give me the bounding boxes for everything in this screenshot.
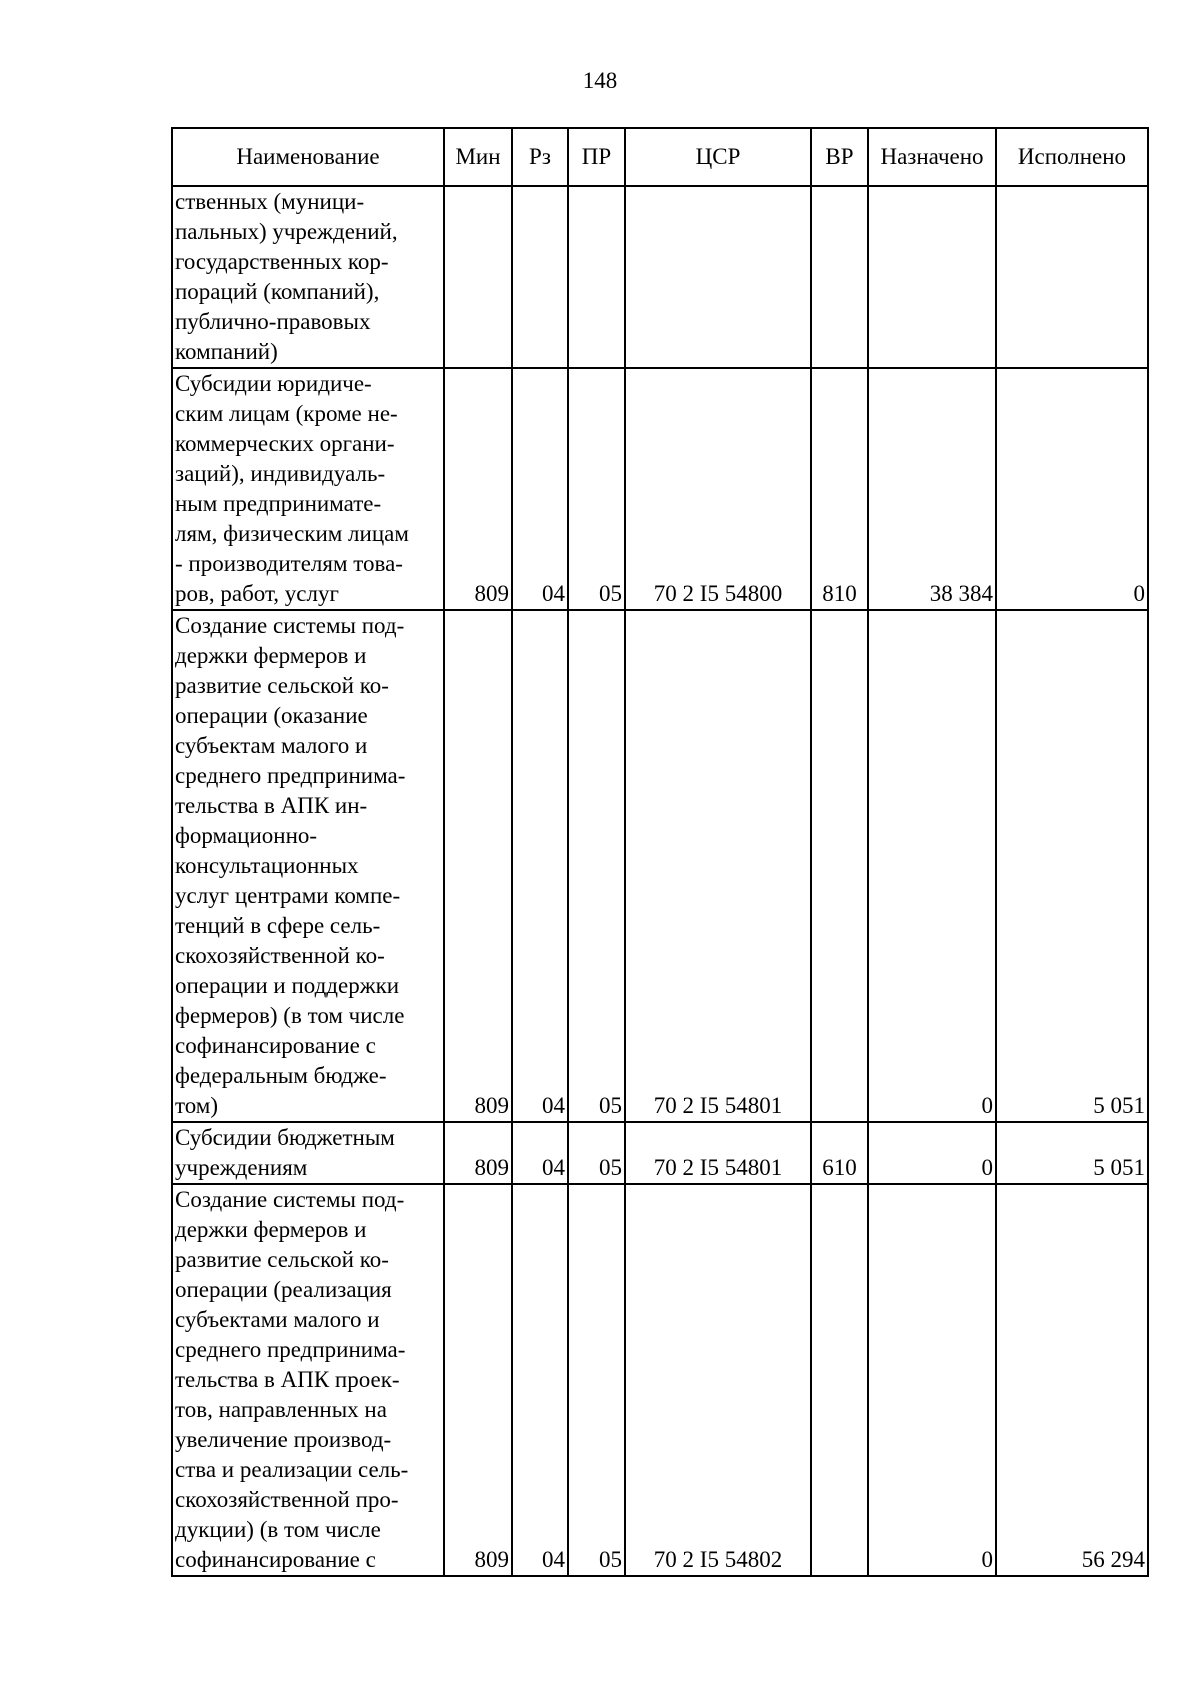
row-pr: 05: [568, 610, 625, 1122]
row-min: 809: [444, 1184, 512, 1576]
row-executed: 5 051: [996, 610, 1148, 1122]
row-assigned: [868, 186, 996, 368]
row-name: Субсидии юридиче- ским лицам (кроме не- коммерческих органи- заций), индивидуаль- ным предпринимате- лям, физическим лицам - производителям това- ров, работ, услуг: [172, 368, 444, 610]
table-row: [172, 610, 1148, 1122]
row-name: Субсидии бюджетным учреждениям: [172, 1122, 444, 1184]
header-csr: ЦСР: [625, 128, 811, 186]
row-vr: [811, 1184, 868, 1576]
row-min: 809: [444, 1122, 512, 1184]
budget-table: [171, 127, 1149, 1577]
row-csr: 70 2 I5 54801: [625, 1122, 811, 1184]
header-vr: ВР: [811, 128, 868, 186]
row-executed: 5 051: [996, 1122, 1148, 1184]
table-header-row: [172, 128, 1148, 186]
row-csr: [625, 186, 811, 368]
row-min: 809: [444, 368, 512, 610]
row-vr: [811, 186, 868, 368]
row-pr: 05: [568, 1122, 625, 1184]
table-row: [172, 368, 1148, 610]
row-name: Создание системы под- держки фермеров и развитие сельской ко- операции (реализация субъектами малого и среднего предпринима- тельства в АПК проек- тов, направленных на увеличение производ- ства и реализации сель- скохозяйственной про- дукции) (в том числе софинансирование с: [172, 1184, 444, 1576]
row-rz: 04: [512, 1184, 568, 1576]
table-row: [172, 186, 1148, 368]
row-pr: [568, 186, 625, 368]
table-row: [172, 1184, 1148, 1576]
row-assigned: 38 384: [868, 368, 996, 610]
header-assigned: Назначено: [868, 128, 996, 186]
row-assigned: 0: [868, 1184, 996, 1576]
row-vr: [811, 610, 868, 1122]
row-rz: 04: [512, 1122, 568, 1184]
row-rz: 04: [512, 610, 568, 1122]
row-rz: 04: [512, 368, 568, 610]
row-pr: 05: [568, 1184, 625, 1576]
row-rz: [512, 186, 568, 368]
header-rz: Рз: [512, 128, 568, 186]
header-name: Наименование: [172, 128, 444, 186]
table-row: [172, 1122, 1148, 1184]
page-number: 148: [582, 68, 618, 93]
header-executed: Исполнено: [996, 128, 1148, 186]
row-executed: 0: [996, 368, 1148, 610]
row-executed: 56 294: [996, 1184, 1148, 1576]
row-assigned: 0: [868, 1122, 996, 1184]
row-pr: 05: [568, 368, 625, 610]
header-min: Мин: [444, 128, 512, 186]
header-pr: ПР: [568, 128, 625, 186]
row-executed: [996, 186, 1148, 368]
row-min: [444, 186, 512, 368]
row-assigned: 0: [868, 610, 996, 1122]
row-csr: 70 2 I5 54800: [625, 368, 811, 610]
row-csr: 70 2 I5 54802: [625, 1184, 811, 1576]
row-csr: 70 2 I5 54801: [625, 610, 811, 1122]
row-vr: 610: [811, 1122, 868, 1184]
row-name: ственных (муници- пальных) учреждений, государственных кор- пораций (компаний), публично-правовых компаний): [172, 186, 444, 368]
row-vr: 810: [811, 368, 868, 610]
row-min: 809: [444, 610, 512, 1122]
row-name: Создание системы под- держки фермеров и развитие сельской ко- операции (оказание субъектам малого и среднего предпринима- тельства в АПК ин- формационно- консультационных услуг центрами компе- тенций в сфере сель- скохозяйственной ко- операции и поддержки фермеров) (в том числе софинансирование с федеральным бюдже- том): [172, 610, 444, 1122]
